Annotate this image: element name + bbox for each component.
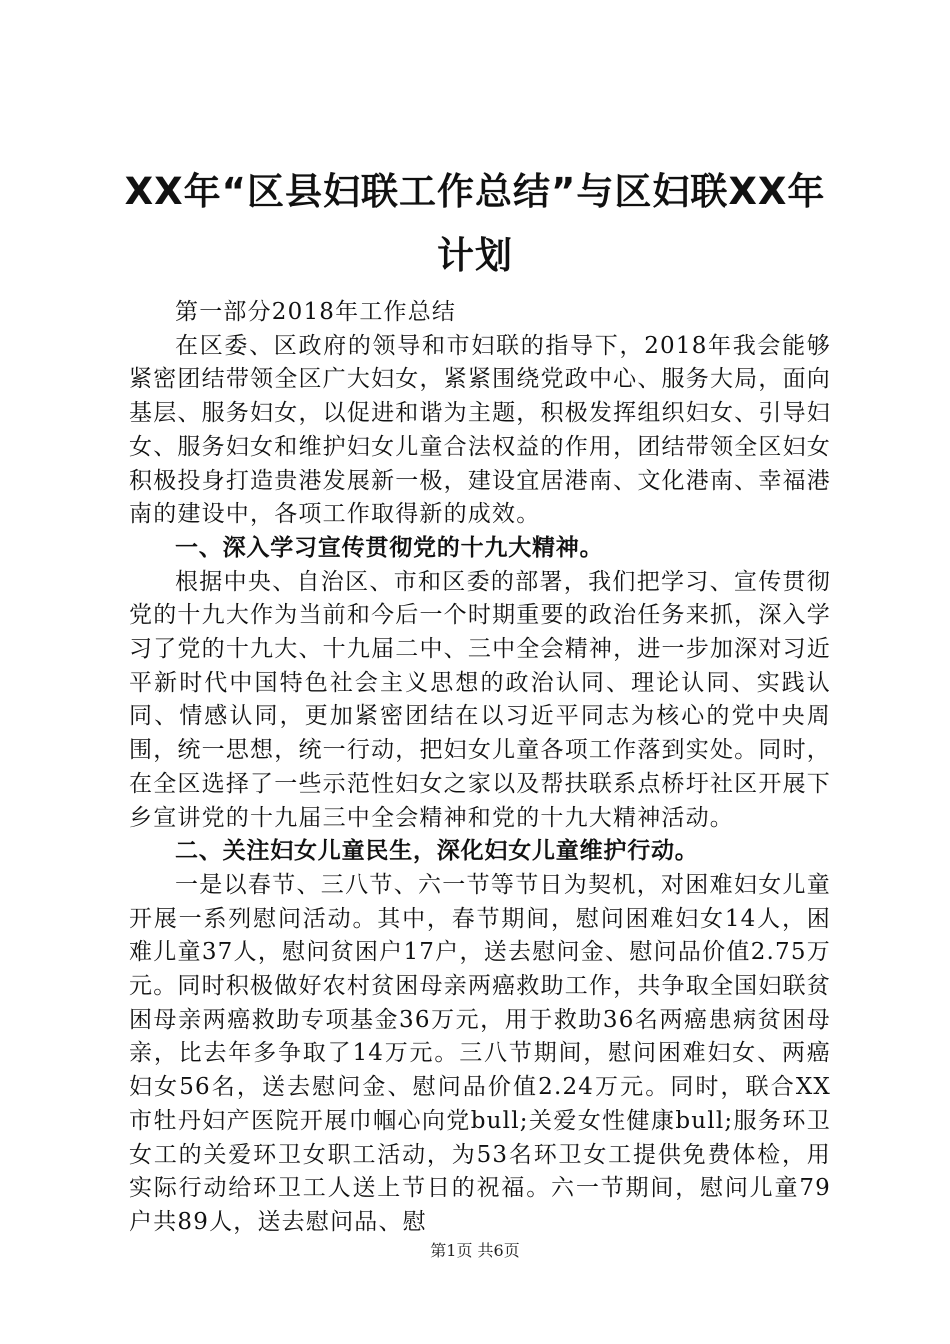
section-2-paragraph: 一是以春节、三八节、六一节等节日为契机，对困难妇女儿童开展一系列慰问活动。其中，春节期间，慰问困难妇女14人，困难儿童37人，慰问贫困户17户，送去慰问金、慰问品价值2.75万元。同时积极做好农村贫困母亲两癌救助工作，共争取全国妇联贫困母亲两癌救助专项基金36万元，用于救助36名两癌患病贫困母亲，比去年多争取了14万元。三八节期间，慰问困难妇女、两癌妇女56名，送去慰问金、慰问品价值2.24万元。同时，联合XX市牡丹妇产医院开展巾帼心向党bull;关爱女性健康bull;服务环卫女工的关爱环卫女职工活动，为53名环卫女工提供免费体检，用实际行动给环卫工人送上节日的祝福。六一节期间，慰问儿童79户共89人，送去慰问品、慰 — [129, 871, 831, 1235]
document-body — [129, 296, 831, 1240]
section-label: 第一部分2018年工作总结 — [175, 299, 457, 325]
section-heading-2: 二、关注妇女儿童民生，深化妇女儿童维护行动。 — [175, 838, 699, 865]
section-1-paragraph: 根据中央、自治区、市和区委的部署，我们把学习、宣传贯彻党的十九大作为当前和今后一个时期重要的政治任务来抓，深入学习了党的十九大、十九届二中、三中全会精神，进一步加深对习近平新时代中国特色社会主义思想的政治认同、理论认同、实践认同、情感认同，更加紧密团结在以习近平同志为核心的党中央周围，统一思想，统一行动，把妇女儿童各项工作落到实处。同时，在全区选择了一些示范性妇女之家以及帮扶联系点桥圩社区开展下乡宣讲党的十九届三中全会精神和党的十九大精神活动。 — [129, 568, 831, 831]
document-title: XX年“区县妇联工作总结”与区妇联XX年计划 — [124, 170, 826, 277]
intro-paragraph: 在区委、区政府的领导和市妇联的指导下，2018年我会能够紧密团结带领全区广大妇女，紧紧围绕党政中心、服务大局，面向基层、服务妇女，以促进和谐为主题，积极发挥组织妇女、引导妇女、服务妇女和维护妇女儿童合法权益的作用，团结带领全区妇女积极投身打造贵港发展新一极，建设宜居港南、文化港南、幸福港南的建设中，各项工作取得新的成效。 — [129, 332, 831, 528]
section-heading-1: 一、深入学习宣传贯彻党的十九大精神。 — [175, 534, 604, 561]
page-number-footer: 第1页 共6页 — [430, 1241, 520, 1260]
